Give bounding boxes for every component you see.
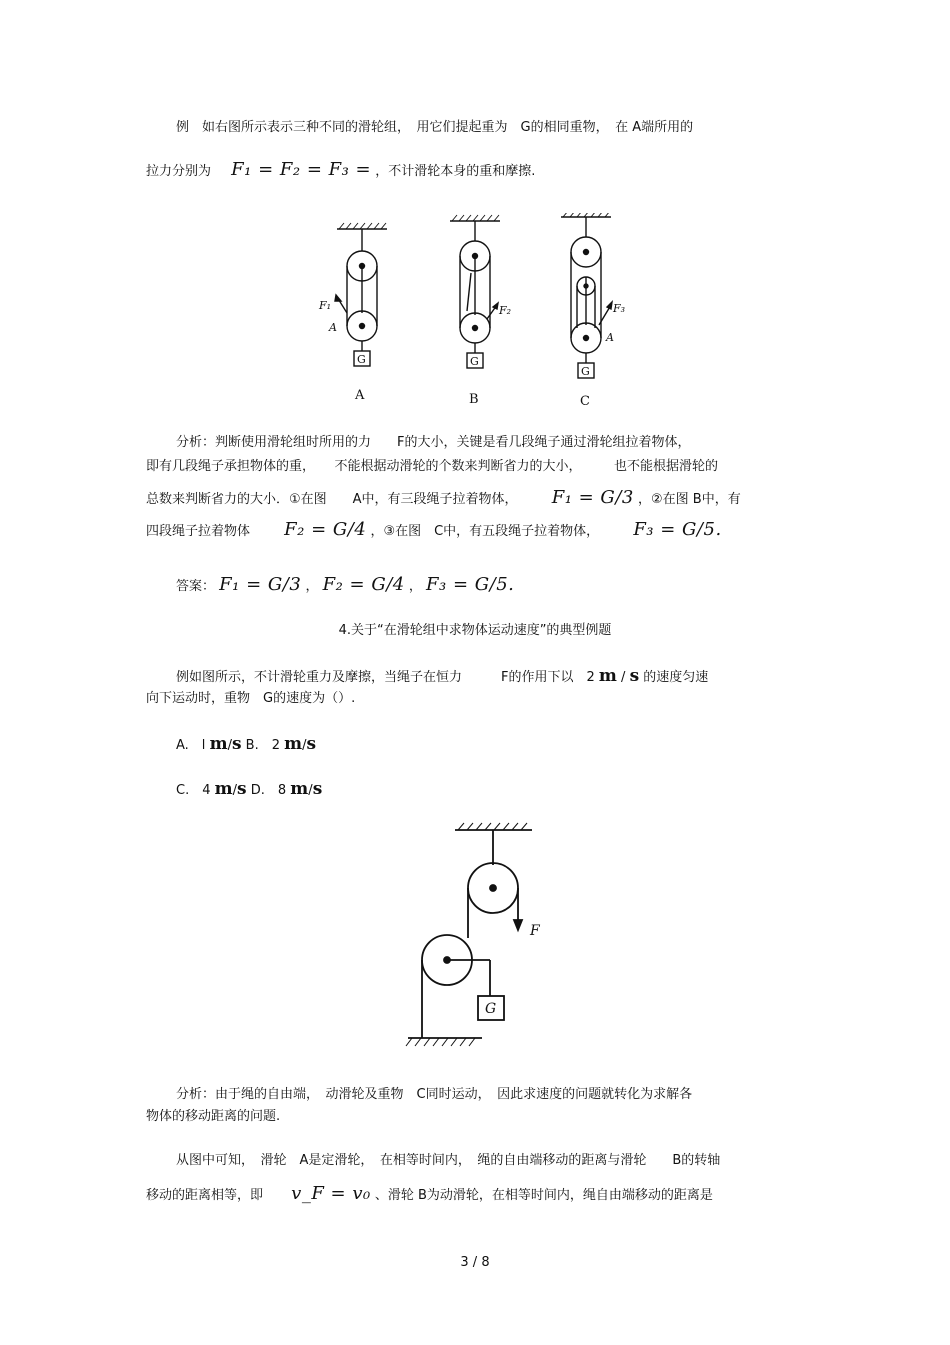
example1-line2-start: 拉力分别为 <box>146 164 212 179</box>
example2-line1 <box>176 666 708 688</box>
option-b: B. 2 <box>245 738 280 753</box>
speed-unit-slash: / <box>621 670 626 685</box>
option-c: C. 4 <box>176 783 211 798</box>
option-b-unit-m: m <box>284 734 303 754</box>
analysis2-line2: 物体的移动距离的问题. <box>146 1109 281 1124</box>
analysis1-line3-start: 总数来判断省力的大小．①在图 A中，有三段绳子拉着物体， <box>146 492 518 507</box>
para3-line2-end: 、滑轮 B为动滑轮，在相等时间内，绳自由端移动的距离是 <box>374 1188 713 1203</box>
formula-f1-f2-f3: F₁ = F₂ = F₃ = <box>231 159 372 180</box>
answer-f2: F₂ = G/4 <box>322 574 405 595</box>
section4-title: 4.关于“在滑轮组中求物体运动速度”的典型例题 <box>338 623 612 638</box>
speed-unit-s: s <box>629 666 640 686</box>
option-c-unit-m: m <box>214 779 233 799</box>
fig1-label-b: B <box>469 392 479 407</box>
fig1-force-f3: F₃ <box>613 302 626 315</box>
option-d-slash: / <box>308 783 313 798</box>
answer-sep-1: ， <box>305 579 319 594</box>
answer-label: 答案： <box>176 579 216 594</box>
answer-f3: F₃ = G/5. <box>426 574 515 595</box>
fig1-point-a-left: A <box>329 321 337 334</box>
fig1-weight-c: G <box>581 365 590 378</box>
analysis1-line1: 分析：判断使用滑轮组时所用的力 F的大小，关键是看几段绳子通过滑轮组拉着物体， <box>176 435 691 450</box>
fig1-force-f1: F₁ <box>319 299 332 312</box>
fig1-label-a: A <box>355 388 365 403</box>
fig1-point-a-right: A <box>606 331 614 344</box>
option-d-unit-s: s <box>312 779 323 799</box>
analysis2-line1: 分析：由于绳的自由端， 动滑轮及重物 C同时运动， 因此求速度的问题就转化为求解各 <box>176 1087 693 1102</box>
example1-line2-end: ，不计滑轮本身的重和摩擦. <box>375 164 536 179</box>
pulley-figure-abc <box>315 213 635 413</box>
options-row-ab <box>176 734 316 756</box>
option-c-unit-s: s <box>237 779 247 799</box>
analysis1-line2: 即有几段绳子承担物体的重， 不能根据动滑轮的个数来判断省力的大小， 也不能根据滑轮的 <box>146 459 719 474</box>
option-b-slash: / <box>302 738 307 753</box>
option-a-unit-s: s <box>231 734 242 754</box>
example1-line2 <box>146 160 535 182</box>
analysis1-line4-start: 四段绳子拉着物体 <box>146 524 251 539</box>
option-d-unit-m: m <box>290 779 309 799</box>
fig1-weight-a: G <box>357 353 366 366</box>
para3-line1: 从图中可知， 滑轮 A是定滑轮， 在相等时间内， 绳的自由端移动的距离与滑轮 B的转轴 <box>176 1153 721 1168</box>
example1-line1: 例 如右图所示表示三种不同的滑轮组， 用它们提起重为 G的相同重物， 在 A端所用的 <box>176 120 694 135</box>
page-number: 3 / 8 <box>460 1255 490 1270</box>
example2-line2: 向下运动时，重物 G的速度为（）. <box>146 691 356 706</box>
fig2-force-label: F <box>530 923 540 939</box>
option-c-slash: / <box>232 783 238 798</box>
para3-line2-start: 移动的距离相等，即 <box>146 1188 264 1203</box>
analysis1-line3 <box>146 488 741 510</box>
answer-sep-2: ， <box>408 579 422 594</box>
option-a: A. l <box>176 738 206 753</box>
option-a-slash: / <box>227 738 232 753</box>
option-a-unit-m: m <box>209 734 228 754</box>
example2-line1-end: 的速度匀速 <box>643 670 709 685</box>
formula-vf: v_F = v₀ <box>291 1183 371 1204</box>
formula-f3: F₃ = G/5. <box>633 519 722 540</box>
analysis1-line4 <box>146 520 722 542</box>
analysis1-line3-end: ，②在图 B中，有 <box>637 492 741 507</box>
options-row-cd <box>176 779 322 801</box>
formula-f1: F₁ = G/3 <box>551 487 634 508</box>
fig1-weight-b: G <box>470 355 479 368</box>
analysis1-line4-mid: ，③在图 C中，有五段绳子拉着物体， <box>370 524 600 539</box>
fig1-force-f2: F₂ <box>499 304 512 317</box>
answer-f1: F₁ = G/3 <box>219 574 302 595</box>
example2-line1-start: 例如图所示，不计滑轮重力及摩擦，当绳子在恒力 F的作用下以 2 <box>176 670 595 685</box>
fig2-weight-label: G <box>485 1001 497 1017</box>
speed-unit-m: m <box>598 666 617 686</box>
option-d: D. 8 <box>250 783 287 798</box>
answer-line <box>176 575 514 597</box>
fig1-label-c: C <box>580 394 590 409</box>
option-b-unit-s: s <box>306 734 317 754</box>
pulley-figure-2 <box>400 820 550 1060</box>
formula-f2: F₂ = G/4 <box>284 519 367 540</box>
para3-line2 <box>146 1184 713 1206</box>
